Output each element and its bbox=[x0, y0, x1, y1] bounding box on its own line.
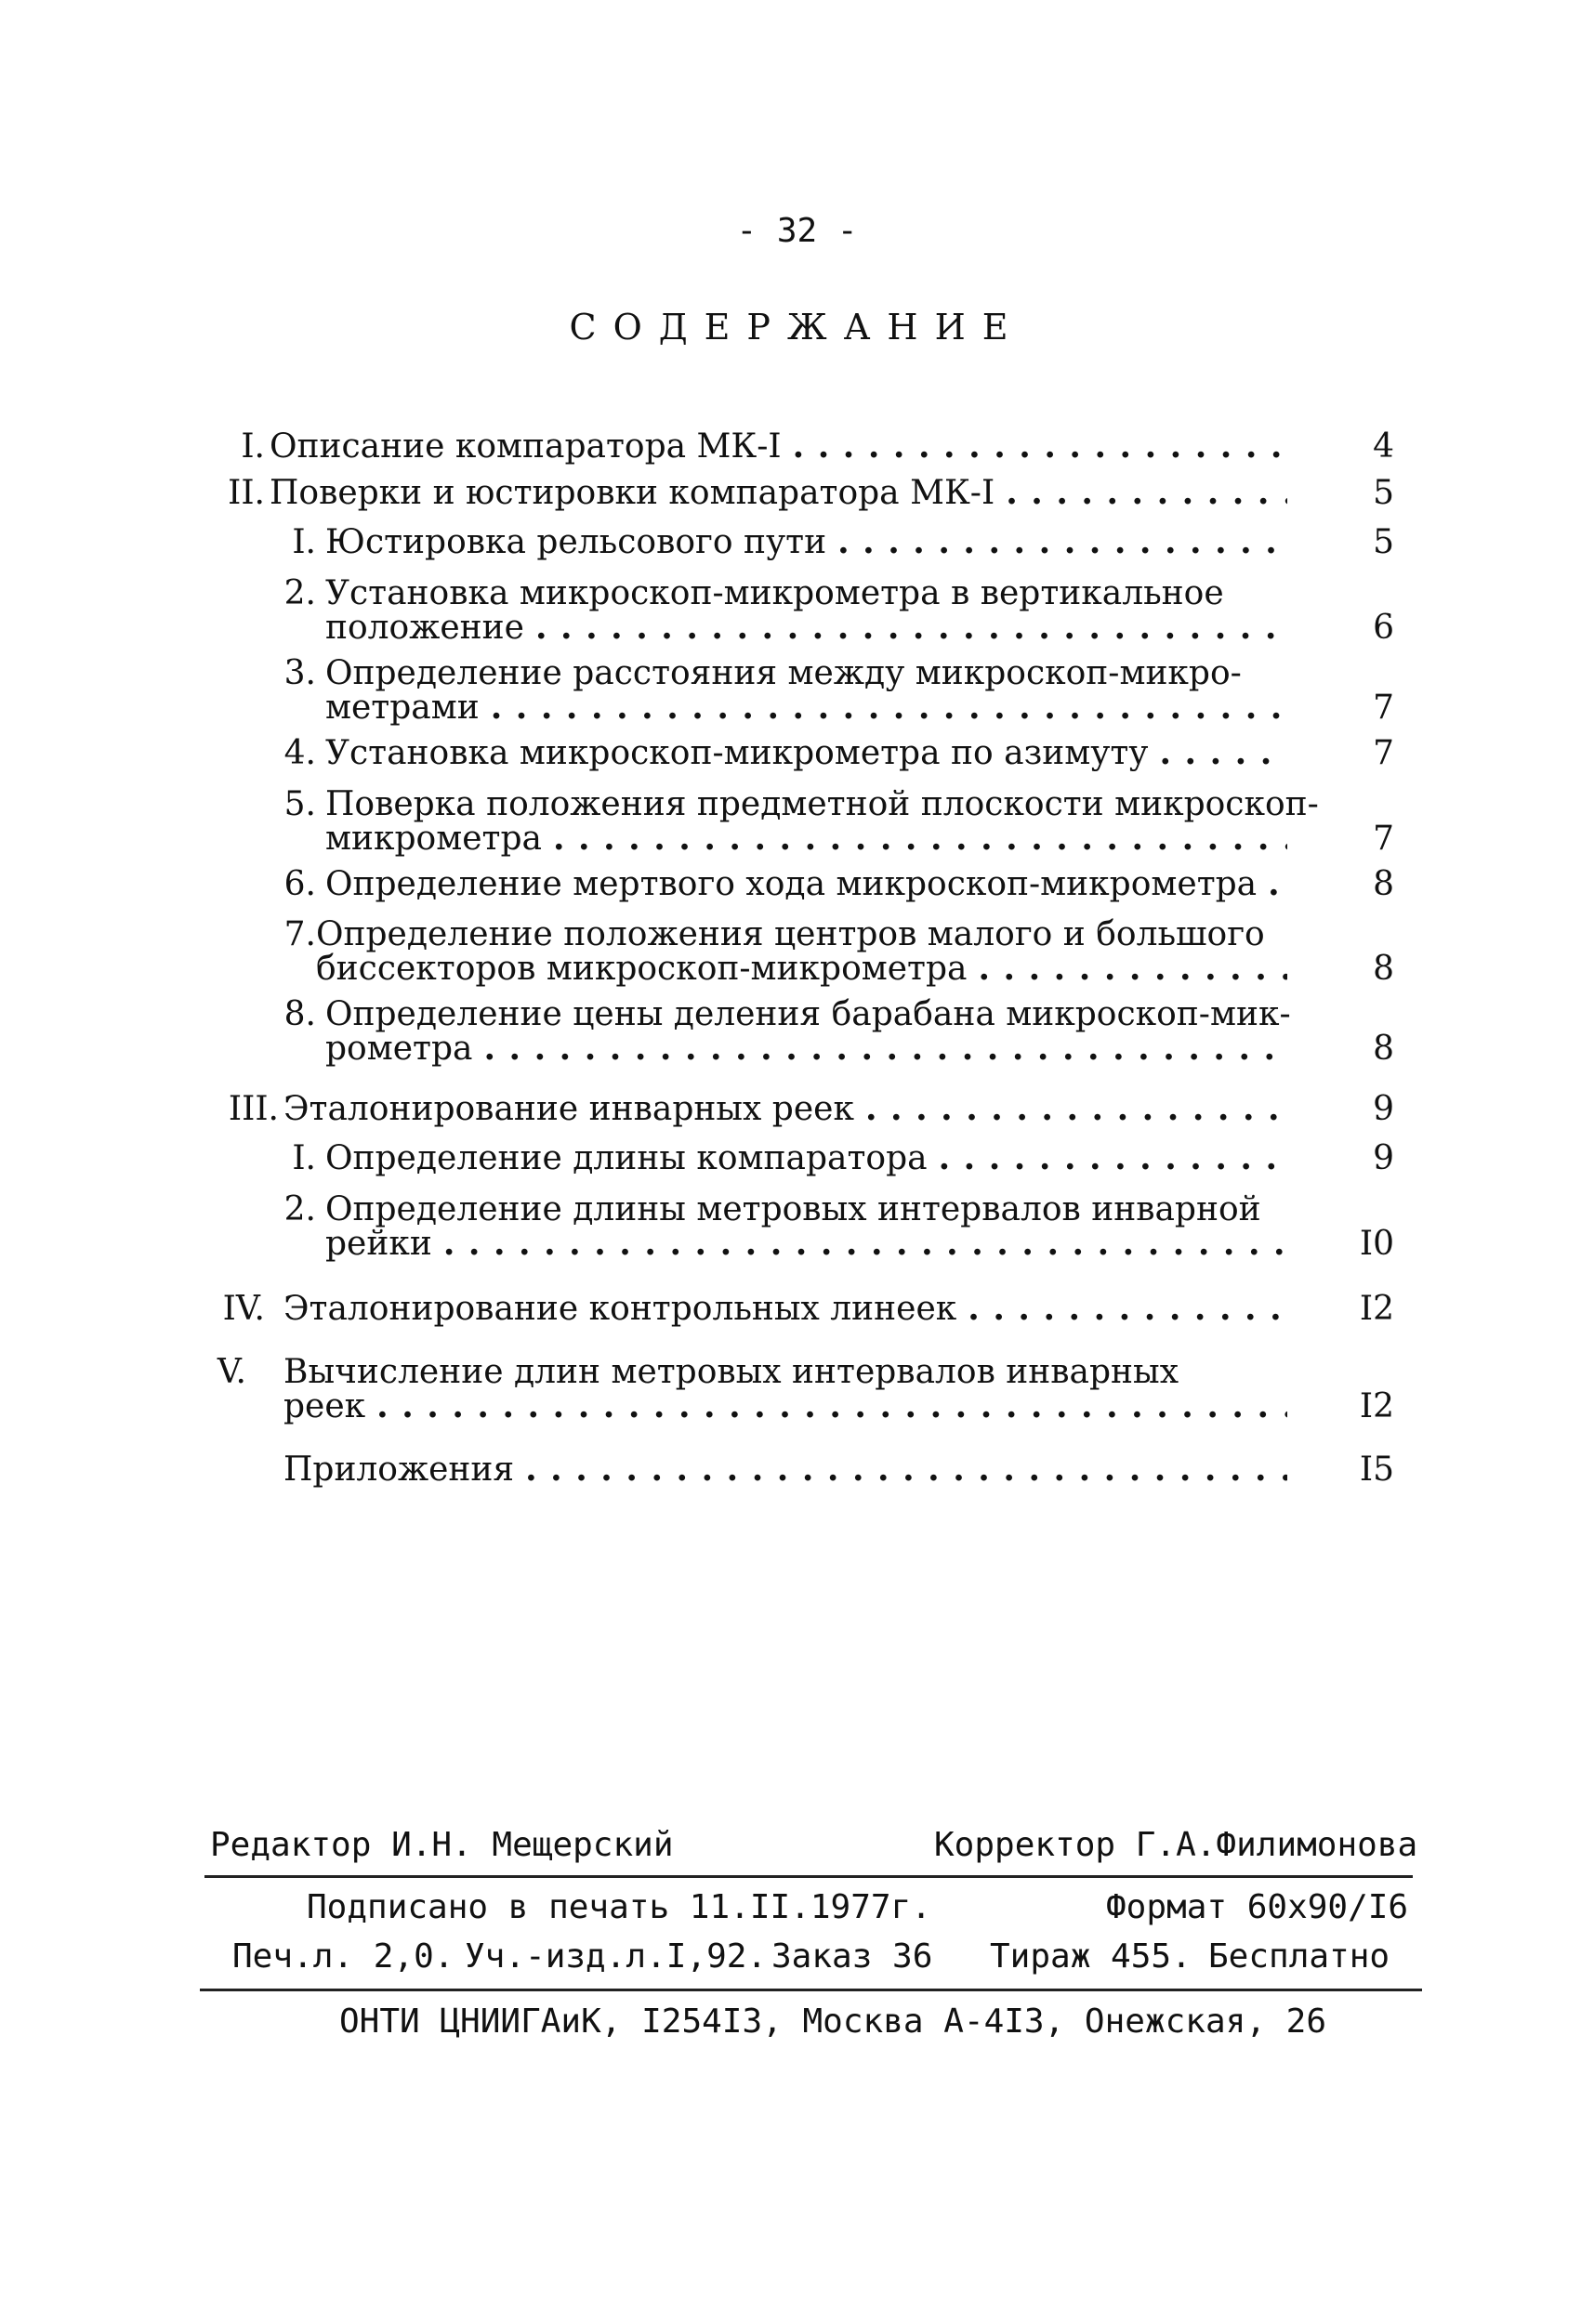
order-number: Заказ 36 bbox=[771, 1937, 933, 1976]
toc-entry-page: I2 bbox=[1359, 1387, 1394, 1425]
toc-entry-title bbox=[325, 867, 1287, 901]
print-sheets: Печ.л. 2,0. bbox=[232, 1937, 454, 1976]
toc-entry-number: 8. bbox=[283, 995, 316, 1033]
toc-entry-number: 5. bbox=[283, 785, 316, 823]
toc-entry-page: 6 bbox=[1373, 609, 1394, 647]
dot-leader bbox=[491, 690, 1287, 725]
toc-entry-text: метрами bbox=[325, 689, 480, 727]
toc-entry-text: Определение длины метровых интервалов инварной bbox=[325, 1190, 1261, 1228]
toc-entry-number: I. bbox=[241, 427, 265, 466]
toc-entry-page: 7 bbox=[1373, 734, 1394, 772]
toc-entry-text: Описание компаратора МК-I bbox=[270, 427, 782, 466]
toc-entry-page: 7 bbox=[1373, 689, 1394, 727]
toc-entry-page: I2 bbox=[1359, 1290, 1394, 1328]
toc-entry-page: 5 bbox=[1373, 523, 1394, 561]
toc-entry-number: I. bbox=[292, 523, 316, 561]
dot-leader bbox=[376, 1389, 1287, 1424]
imprint-rule-bottom bbox=[200, 1989, 1422, 1991]
toc-entry-title bbox=[270, 476, 1287, 510]
dot-leader bbox=[837, 525, 1287, 559]
toc-entry-page: 9 bbox=[1373, 1090, 1394, 1128]
toc-entry-number: III. bbox=[228, 1090, 279, 1128]
toc-entry-page: 8 bbox=[1373, 865, 1394, 903]
dot-leader bbox=[939, 1141, 1287, 1175]
toc-entry-number: 2. bbox=[283, 1190, 316, 1228]
toc-entry-text: Приложения bbox=[283, 1451, 515, 1489]
toc-entry-text: Вычисление длин метровых интервалов инварных bbox=[283, 1353, 1179, 1391]
toc-entry-number: V. bbox=[217, 1353, 246, 1391]
toc-entry-title bbox=[316, 917, 1287, 986]
toc-entry-title bbox=[283, 1355, 1287, 1424]
toc-entry-title bbox=[325, 656, 1287, 725]
toc-entry-text: реек bbox=[283, 1387, 366, 1425]
toc-entry-text: Определение цены деления барабана микроскоп-мик- bbox=[325, 995, 1291, 1033]
toc-entry-text: Установка микроскоп-микрометра в вертикальное bbox=[325, 574, 1224, 612]
toc-entry-text: микрометра bbox=[325, 820, 542, 858]
toc-entry-page: I0 bbox=[1359, 1225, 1394, 1263]
toc-entry-number: IV. bbox=[222, 1290, 265, 1328]
toc-entry-text: положение bbox=[325, 609, 524, 647]
toc-entry-title bbox=[325, 785, 1319, 858]
toc-entry-text: Определение мертвого хода микроскоп-микрометра bbox=[325, 865, 1258, 903]
toc-entry-number: 4. bbox=[283, 734, 316, 772]
toc-entry-text: Юстировка рельсового пути bbox=[325, 523, 827, 561]
publisher-address: ОНТИ ЦНИИГАиК, I254I3, Москва А-4I3, Онежская, 26 bbox=[339, 2002, 1327, 2041]
corrector-credit: Корректор Г.А.Филимонова bbox=[934, 1826, 1418, 1864]
toc-entry-page: 4 bbox=[1373, 427, 1394, 466]
toc-entry-number: II. bbox=[228, 474, 265, 512]
dot-leader bbox=[483, 1031, 1287, 1066]
toc-entry-title bbox=[283, 1452, 1287, 1487]
toc-entry-number: 7. bbox=[283, 915, 316, 953]
dot-leader bbox=[865, 1092, 1287, 1126]
toc-entry-text: рейки bbox=[325, 1225, 432, 1263]
toc-entry-text: Поверки и юстировки компаратора МК-I bbox=[270, 474, 995, 512]
toc-entry-text: Определение длины компаратора bbox=[325, 1139, 928, 1177]
dot-leader bbox=[968, 1292, 1287, 1326]
toc-entry-text: Определение положения центров малого и большого bbox=[316, 915, 1265, 953]
toc-entry-title bbox=[283, 1292, 1287, 1326]
toc-entry-text: Эталонирование контрольных линеек bbox=[283, 1290, 957, 1328]
dot-leader bbox=[1268, 867, 1287, 901]
toc-entry-text: Поверка положения предметной плоскости микроскоп- bbox=[325, 785, 1319, 823]
toc-entry-title bbox=[325, 525, 1287, 559]
toc-entry-number: 2. bbox=[283, 574, 316, 612]
toc-entry-number: I. bbox=[292, 1139, 316, 1177]
toc-entry-title bbox=[283, 1092, 1287, 1126]
toc-entry-text: Установка микроскоп-микрометра по азимуту bbox=[325, 734, 1149, 772]
dot-leader bbox=[525, 1452, 1287, 1487]
toc-entry-text: рометра bbox=[325, 1030, 473, 1068]
dot-leader bbox=[535, 611, 1287, 645]
dot-leader bbox=[978, 952, 1287, 986]
toc-entry-title bbox=[325, 576, 1287, 645]
toc-entry-page: I5 bbox=[1359, 1451, 1394, 1489]
toc-entry-number: 3. bbox=[283, 654, 316, 692]
toc-entry-title bbox=[325, 736, 1287, 770]
toc-entry-page: 9 bbox=[1373, 1139, 1394, 1177]
contents-heading: СОДЕРЖАНИЕ bbox=[569, 307, 1025, 348]
toc-entry-text: Эталонирование инварных реек bbox=[283, 1090, 854, 1128]
dot-leader bbox=[1006, 476, 1287, 510]
toc-entry-title bbox=[325, 995, 1291, 1068]
dot-leader bbox=[443, 1227, 1287, 1261]
page-number: - 32 - bbox=[736, 212, 858, 250]
price-free: Бесплатно bbox=[1208, 1937, 1390, 1976]
toc-entry-number: 6. bbox=[283, 865, 316, 903]
imprint-rule-top bbox=[204, 1875, 1413, 1878]
toc-entry-page: 8 bbox=[1373, 1030, 1394, 1068]
paper-format: Формат 60х90/I6 bbox=[1106, 1888, 1409, 1926]
dot-leader bbox=[1159, 736, 1287, 770]
toc-entry-page: 8 bbox=[1373, 950, 1394, 988]
signed-date: Подписано в печать 11.II.1977г. bbox=[307, 1888, 931, 1926]
toc-entry-page: 5 bbox=[1373, 474, 1394, 512]
editor-credit: Редактор И.Н. Мещерский bbox=[210, 1826, 674, 1864]
dot-leader bbox=[553, 821, 1287, 856]
publication-sheets: Уч.-изд.л.I,92. bbox=[465, 1937, 768, 1976]
circulation: Тираж 455. bbox=[990, 1937, 1192, 1976]
toc-entry-text: Определение расстояния между микроскоп-микро- bbox=[325, 654, 1242, 692]
toc-entry-title bbox=[325, 1192, 1287, 1261]
toc-entry-title bbox=[325, 1141, 1287, 1175]
dot-leader bbox=[793, 429, 1287, 464]
toc-entry-text: биссекторов микроскоп-микрометра bbox=[316, 950, 968, 988]
toc-entry-page: 7 bbox=[1373, 820, 1394, 858]
toc-entry-title bbox=[270, 429, 1287, 464]
